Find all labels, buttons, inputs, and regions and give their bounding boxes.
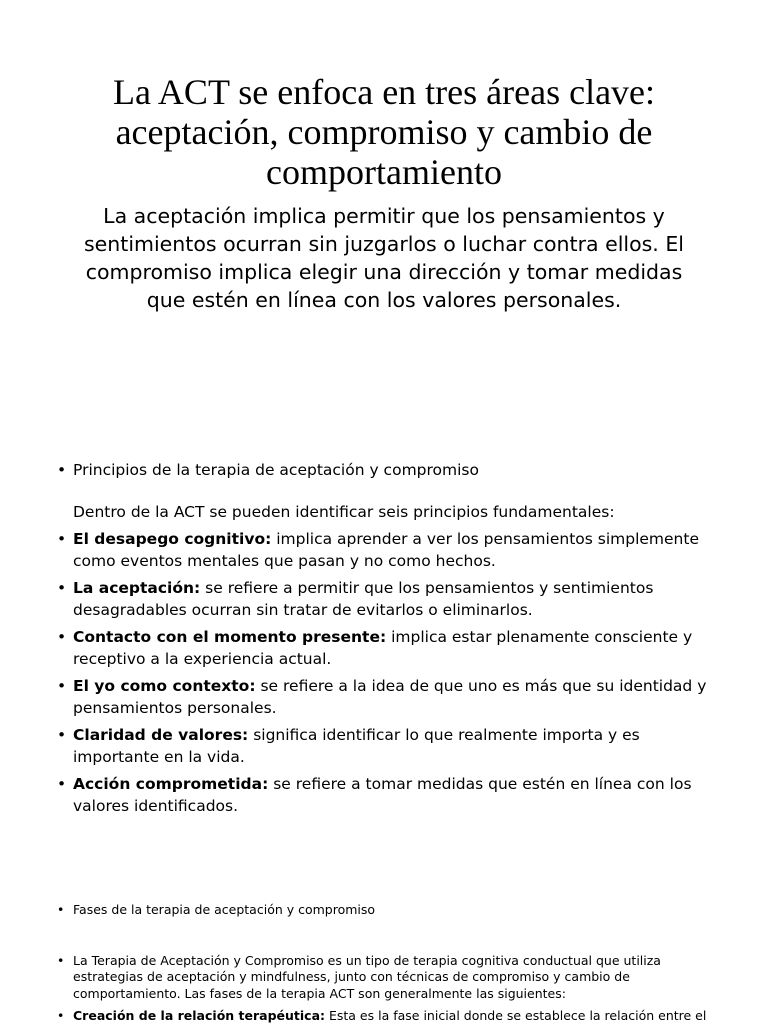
principle-text: se refiere a la idea de que uno es más que su identidad y pensamientos personales.	[73, 677, 707, 717]
principle-text: se refiere a tomar medidas que estén en línea con los valores identificados.	[73, 775, 692, 815]
list-item	[57, 1008, 707, 1024]
principle-term: Contacto con el momento presente:	[73, 628, 387, 646]
principle-term: Acción comprometida:	[73, 775, 269, 793]
principles-list	[57, 460, 707, 823]
list-item	[57, 529, 707, 572]
phases-description: • La Terapia de Aceptación y Compromiso es un tipo de terapia cognitiva conductual que utiliza estrategias de aceptación y mindfulness, junto con técnicas de compromiso y cambio de comportamiento. Las fases de la terapia ACT son generalmente las siguientes:	[57, 953, 707, 1003]
list-item	[57, 725, 707, 768]
principle-term: El yo como contexto:	[73, 677, 256, 695]
phase-text: Esta es la fase inicial donde se establece la relación entre el	[325, 1008, 707, 1023]
principle-term: La aceptación:	[73, 579, 201, 597]
principles-heading: • Principios de la terapia de aceptación y compromiso	[57, 460, 707, 482]
principle-text: se refiere a permitir que los pensamientos y sentimientos desagradables ocurran sin tratar de evitarlos o eliminarlos.	[73, 579, 654, 619]
page-title: La ACT se enfoca en tres áreas clave: aceptación, compromiso y cambio de comportamiento	[112, 72, 656, 192]
list-item	[57, 578, 707, 621]
principle-term: Claridad de valores:	[73, 726, 249, 744]
list-item	[57, 774, 707, 817]
principles-intro: Dentro de la ACT se pueden identificar seis principios fundamentales:	[73, 502, 615, 521]
phase-term: Creación de la relación terapéutica:	[73, 1008, 326, 1023]
principle-text: implica aprender a ver los pensamientos simplemente como eventos mentales que pasan y no como hechos.	[73, 530, 699, 570]
principle-text: significa identificar lo que realmente importa y es importante en la vida.	[73, 726, 640, 766]
page-subtitle: La aceptación implica permitir que los pensamientos y sentimientos ocurran sin juzgarlos o luchar contra ellos. El compromiso implica elegir una dirección y tomar medidas que estén en línea con los valores personales.	[84, 204, 684, 312]
phases-list	[57, 902, 707, 1024]
phases-heading: • Fases de la terapia de aceptación y compromiso	[57, 902, 707, 919]
list-item	[57, 627, 707, 670]
list-item	[57, 676, 707, 719]
principle-term: El desapego cognitivo:	[73, 530, 272, 548]
principle-text: implica estar plenamente consciente y receptivo a la experiencia actual.	[73, 628, 693, 668]
